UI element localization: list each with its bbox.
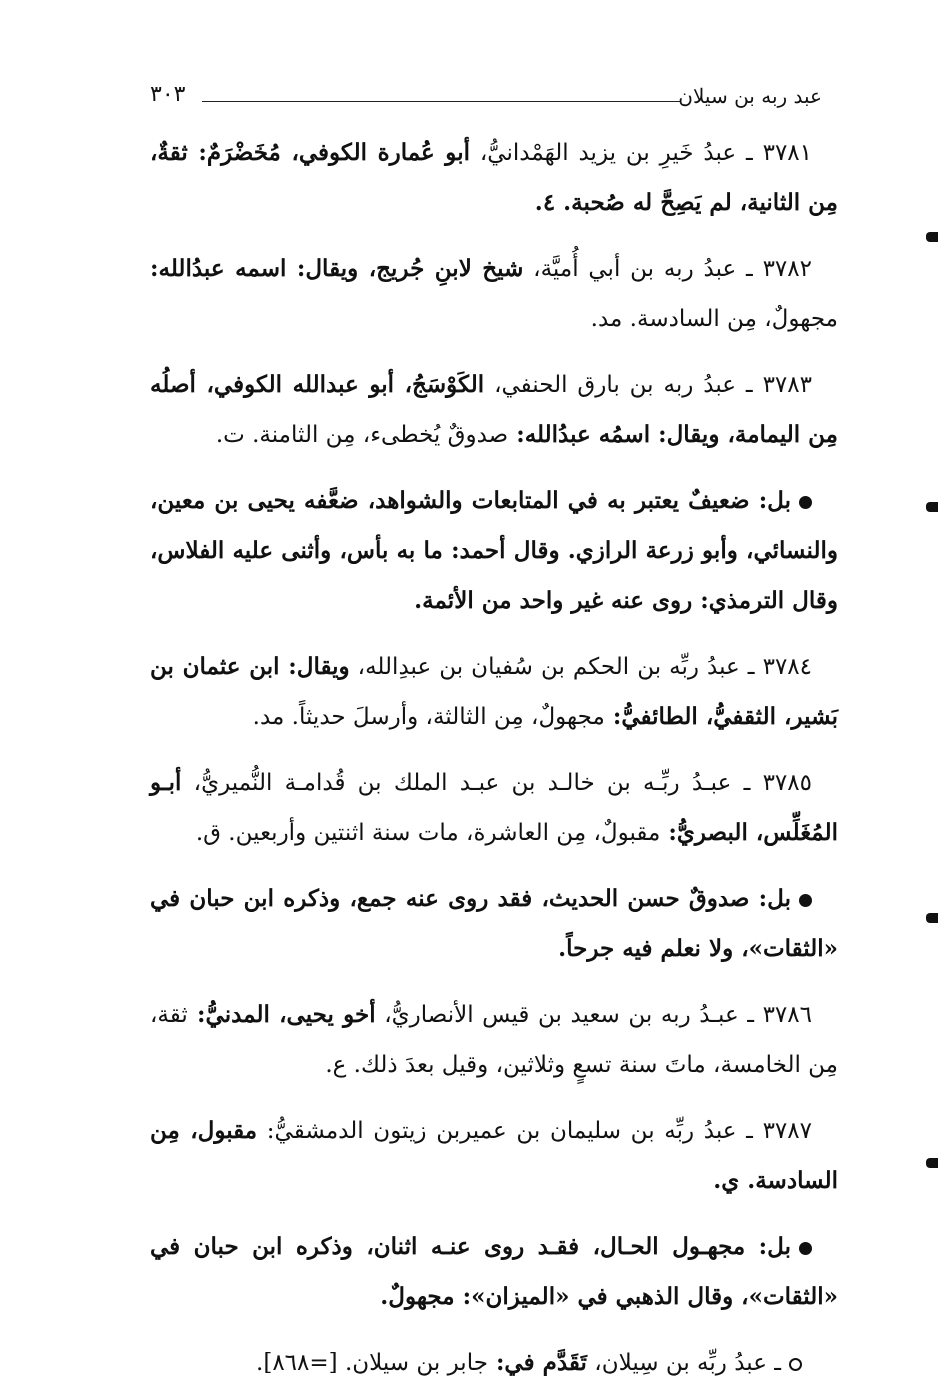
header-rule [202, 101, 680, 102]
entry-3784 [150, 642, 838, 742]
entry-tail-text: مجهولٌ، مِن الثالثة، وأرسلَ حديثاً. مد. [252, 704, 605, 730]
margin-tab-icon [926, 232, 938, 242]
entry-tail-text: ثقة، مِن الخامسة، ماتَ سنة تسعٍ وثلاثين، وقيل بعدَ ذلك. ع. [150, 1002, 838, 1078]
entry-text: ٣٧٨٦ ـ عبـدُ ربه بن سعيد بن قيس الأنصاريُّ، [375, 1002, 812, 1028]
entry-3782 [150, 244, 838, 344]
note-text: بل: صدوقٌ حسن الحديث، فقد روى عنه جمع، وذكره ابن حبان في «الثقات»، ولا نعلم فيه جرحاً. [150, 885, 838, 962]
margin-tab-icon [926, 502, 938, 512]
editor-note-3 [150, 1222, 838, 1322]
entry-bold-text: شيخ لابنِ جُريج، ويقال: اسمه عبدُالله: [150, 255, 524, 282]
entry-text: ٣٧٨٣ ـ عبدُ ربه بن بارق الحنفي، [484, 372, 812, 398]
filled-circle-icon [799, 894, 812, 907]
entry-3781 [150, 128, 838, 228]
crossref-bold-text: تَقَدَّم في: [487, 1349, 587, 1376]
entry-text: ٣٧٨٢ ـ عبدُ ربه بن أبي أُميَّة، [523, 256, 812, 282]
entry-bold-text: أخو يحيى، المدنيُّ: [187, 1001, 376, 1028]
entry-3783 [150, 360, 838, 460]
editor-note-2 [150, 874, 838, 974]
crossref-tail-text: جابر بن سيلان. [=٨٦٨]. [256, 1350, 488, 1376]
entry-text: ٣٧٨٤ ـ عبدُ ربِّه بن الحكم بن سُفيان بن عبدِالله، [349, 654, 813, 680]
biography-entries [150, 128, 838, 1388]
entry-bold-text: أبـو المُغَلِّس، البصريُّ: [150, 769, 838, 846]
entry-text: ٣٧٨٥ ـ عبـدُ ربِّـه بن خالـد بن عبـد الملك بن قُدامـة النُّميريُّ، [181, 770, 812, 796]
entry-text: ٣٧٨١ ـ عبدُ خَيرِ بن يزيد الهَمْدانيُّ، [470, 140, 813, 166]
entry-bold-text: مقبول، مِن السادسة. ي. [150, 1117, 838, 1194]
cross-reference [150, 1338, 838, 1388]
filled-circle-icon [799, 1242, 812, 1255]
entry-bold-text: ويقال: ابن عثمان بن بَشير، الثقفيُّ، الطائفيُّ: [150, 653, 838, 730]
note-text: بل: مجهـول الحـال، فقـد روى عنـه اثنان، وذكره ابن حبان في «الثقات»، وقال الذهبي في «الميزان»: مجهولٌ. [150, 1233, 838, 1310]
running-title: عبد ربه بن سيلان [678, 84, 822, 108]
filled-circle-icon [799, 496, 812, 509]
entry-bold-text: الكَوْسَجُ، أبو عبدالله الكوفي، أصلُه مِن اليمامة، ويقال: اسمُه عبدُالله: [150, 371, 838, 448]
crossref-text: ـ عبدُ ربِّه بن سِيلان، [586, 1350, 781, 1376]
entry-3785 [150, 758, 838, 858]
entry-tail-text: مجهولٌ، مِن السادسة. مد. [590, 306, 838, 332]
editor-note-1 [150, 476, 838, 626]
entry-3786 [150, 990, 838, 1090]
entry-text: ٣٧٨٧ ـ عبدُ ربِّه بن سليمان بن عميربن زيتون الدمشقيُّ: [257, 1118, 812, 1144]
entry-bold-text: أبو عُمارة الكوفي، مُخَضْرَمٌ: ثقةٌ، مِن الثانية، لم يَصِحَّ له صُحبة. ٤. [150, 139, 838, 216]
margin-tab-icon [926, 913, 938, 923]
page-header [150, 82, 822, 116]
entry-tail-text: مقبولٌ، مِن العاشرة، مات سنة اثنتين وأربعين. ق. [195, 820, 661, 846]
page-number: ٣٠٣ [150, 82, 186, 107]
entry-tail-text: صدوقٌ يُخطىء، مِن الثامنة. ت. [215, 422, 509, 448]
entry-3787 [150, 1106, 838, 1206]
margin-tab-icon [926, 1158, 938, 1168]
note-text: بل: ضعيفٌ يعتبر به في المتابعات والشواهد، ضعَّفه يحيى بن معين، والنسائي، وأبو زرعة الرازي. وقال أحمد: ما به بأس، وأثنى عليه الفلاس، وقال الترمذي: روى عنه غير واحد من الأئمة. [150, 487, 838, 614]
hollow-circle-icon [789, 1358, 802, 1371]
